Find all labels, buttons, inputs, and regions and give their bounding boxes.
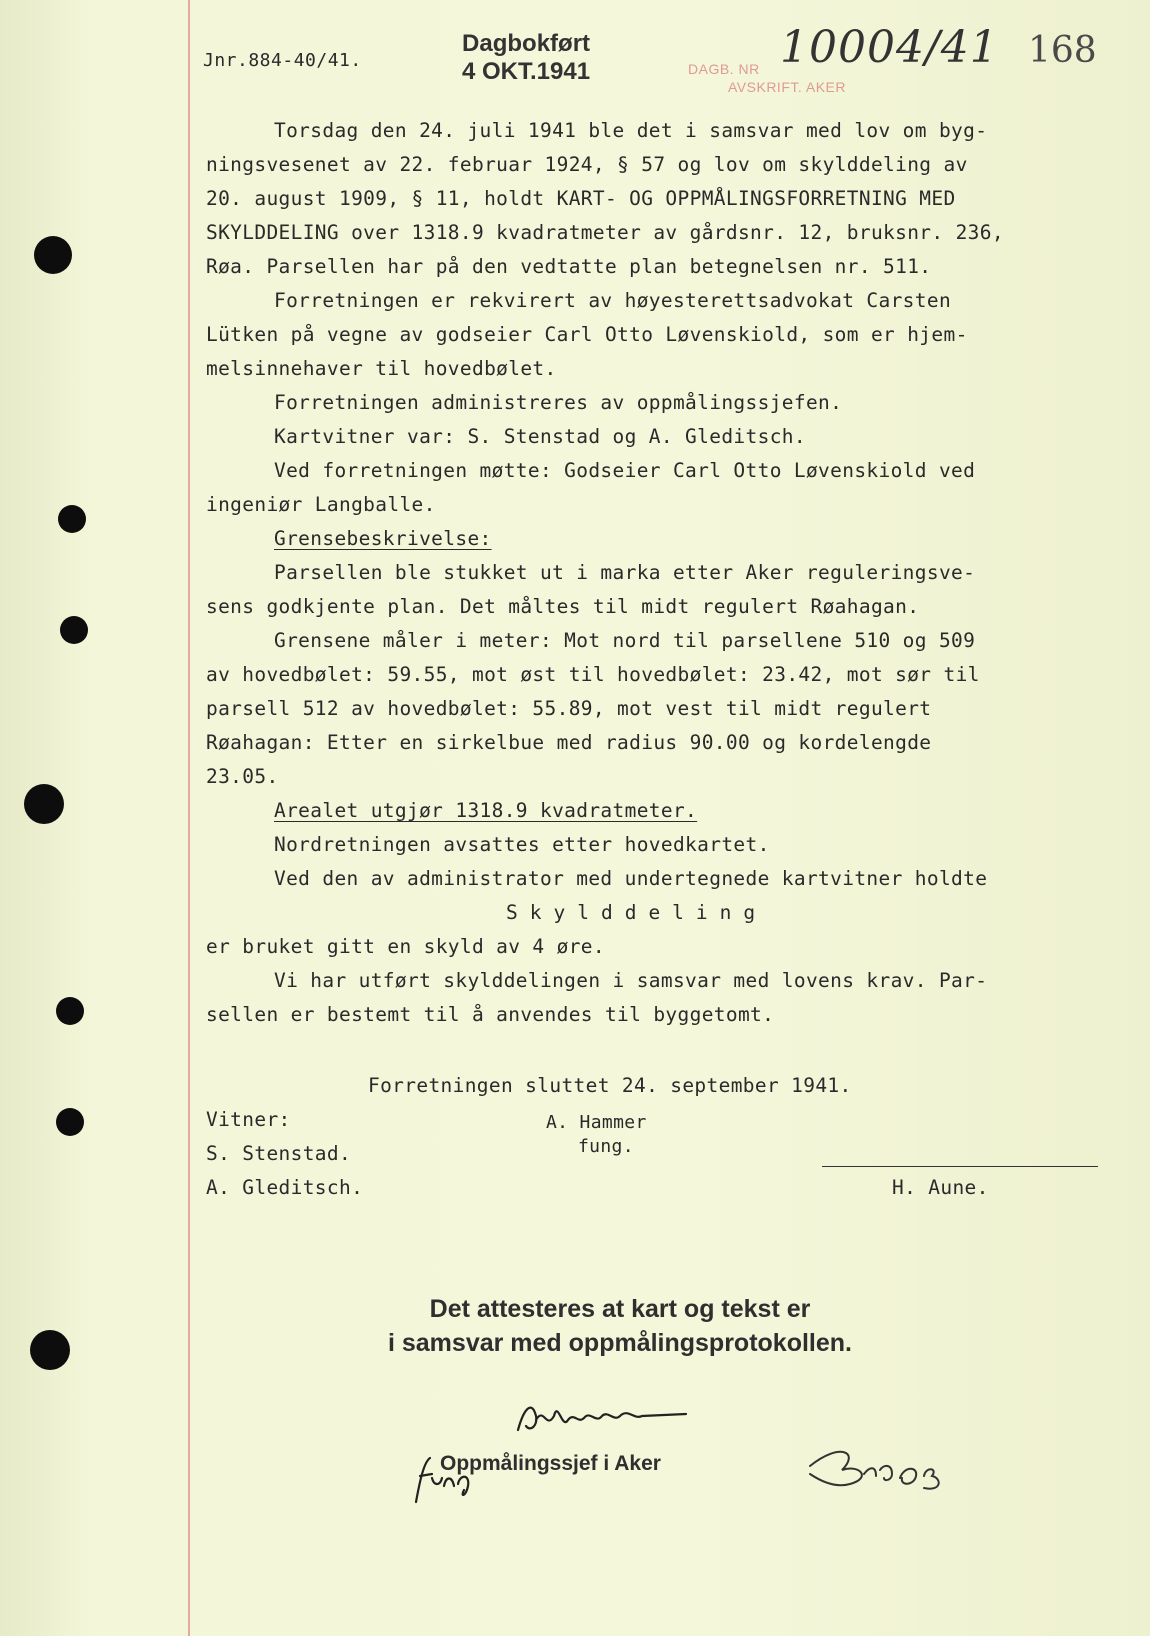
body-line-text: Røa. Parsellen har på den vedtatte plan betegnelsen nr. 511. [206,255,932,278]
handwritten-signature [510,1386,700,1446]
body-line [206,182,1106,216]
body-line-text: 20. august 1909, § 11, holdt KART- OG OPPMÅLINGSFORRETNING MED [206,187,956,210]
witness-2: A. Gleditsch. [206,1176,364,1199]
body-text [206,114,1106,1032]
body-line-text: Forretningen administreres av oppmålingssjefen. [274,391,843,414]
body-line [206,590,1106,624]
body-line-text: 23.05. [206,765,279,788]
signatory-name: H. Aune. [892,1176,989,1199]
administrator-name: A. Hammer [546,1112,647,1133]
signature-title: Oppmålingssjef i Aker [440,1452,661,1475]
body-line [206,624,1106,658]
margin-note-handwriting [800,1436,1000,1516]
punch-hole-3 [60,616,88,644]
body-line [206,862,1106,896]
body-line [206,930,1106,964]
punch-hole-5 [56,997,84,1025]
body-line [206,658,1106,692]
body-line-text: av hovedbølet: 59.55, mot øst til hovedbølet: 23.42, mot sør til [206,663,980,686]
closing-ended: Forretningen sluttet 24. september 1941. [368,1074,852,1097]
body-line-text: er bruket gitt en skyld av 4 øre. [206,935,605,958]
body-line [206,216,1106,250]
body-line-text: Arealet utgjør 1318.9 kvadratmeter. [274,799,698,822]
body-line [206,352,1106,386]
body-line [206,318,1106,352]
stamp-date: 4 OKT.1941 [462,58,591,85]
body-line-text: Skylddeling [506,901,768,924]
witnesses-label: Vitner: [206,1108,291,1131]
stamp-dagb: DAGB. NR [688,61,760,77]
body-line [206,692,1106,726]
body-line-text: Ved forretningen møtte: Godseier Carl Otto Løvenskiold ved [274,459,976,482]
punch-hole-6 [56,1108,84,1136]
body-line [206,420,1106,454]
body-line [206,488,1106,522]
body-line [206,964,1106,998]
body-line-text: Røahagan: Etter en sirkelbue med radius 90.00 og kordelengde [206,731,932,754]
stamp-avskrift: AVSKRIFT. AKER [728,79,846,95]
body-line-text: SKYLDDELING over 1318.9 kvadratmeter av gårdsnr. 12, bruksnr. 236, [206,221,1004,244]
body-line [206,250,1106,284]
body-line [206,522,1106,556]
body-line-text: sens godkjente plan. Det måltes til midt regulert Røahagan. [206,595,920,618]
handwritten-number: 10004/41 [780,22,999,73]
body-line-text: Parsellen ble stukket ut i marka etter Aker reguleringsve- [274,561,976,584]
body-line [206,896,1106,930]
body-line-text: melsinnehaver til hovedbølet. [206,357,557,380]
journal-number: Jnr.884-40/41. [203,50,362,71]
body-line [206,828,1106,862]
body-line-text: Grensebeskrivelse: [274,527,492,550]
body-line-text: Torsdag den 24. juli 1941 ble det i samsvar med lov om byg- [274,119,988,142]
body-line-text: Lütken på vegne av godseier Carl Otto Løvenskiold, som er hjem- [206,323,968,346]
attestation-stamp [370,1292,870,1360]
signature-line [822,1166,1098,1167]
body-line-text: Ved den av administrator med undertegnede kartvitner holdte [274,867,988,890]
punch-hole-1 [34,236,72,274]
body-line-text: Forretningen er rekvirert av høyesterettsadvokat Carsten [274,289,952,312]
body-line [206,386,1106,420]
body-line-text: ningsvesenet av 22. februar 1924, § 57 og lov om skylddeling av [206,153,968,176]
body-line [206,284,1106,318]
body-line [206,556,1106,590]
body-line [206,454,1106,488]
administrator-title: fung. [578,1136,634,1157]
witness-1: S. Stenstad. [206,1142,352,1165]
punch-hole-4 [24,784,64,824]
body-line-text: ingeniør Langballe. [206,493,436,516]
body-line-text: sellen er bestemt til å anvendes til byggetomt. [206,1003,775,1026]
body-line [206,148,1106,182]
body-line-text: Kartvitner var: S. Stenstad og A. Gleditsch. [274,425,806,448]
body-line [206,760,1106,794]
stamp-title: Dagbokført [462,30,591,57]
body-line [206,794,1106,828]
body-line-text: parsell 512 av hovedbølet: 55.89, mot vest til midt regulert [206,697,932,720]
attestation-line-2: i samsvar med oppmålingsprotokollen. [387,1329,852,1357]
body-line-text: Nordretningen avsattes etter hovedkartet. [274,833,770,856]
attestation-line-1: Det attesteres at kart og tekst er [429,1295,811,1323]
body-line-text: Vi har utført skylddelingen i samsvar med lovens krav. Par- [274,969,988,992]
registration-stamp [462,30,590,86]
body-line [206,114,1106,148]
body-line [206,998,1106,1032]
punch-hole-7 [30,1330,70,1370]
red-margin-line [188,0,190,1636]
punch-hole-2 [58,505,86,533]
page-number: 168 [1028,30,1097,71]
body-line [206,726,1106,760]
body-line-text: Grensene måler i meter: Mot nord til parsellene 510 og 509 [274,629,976,652]
